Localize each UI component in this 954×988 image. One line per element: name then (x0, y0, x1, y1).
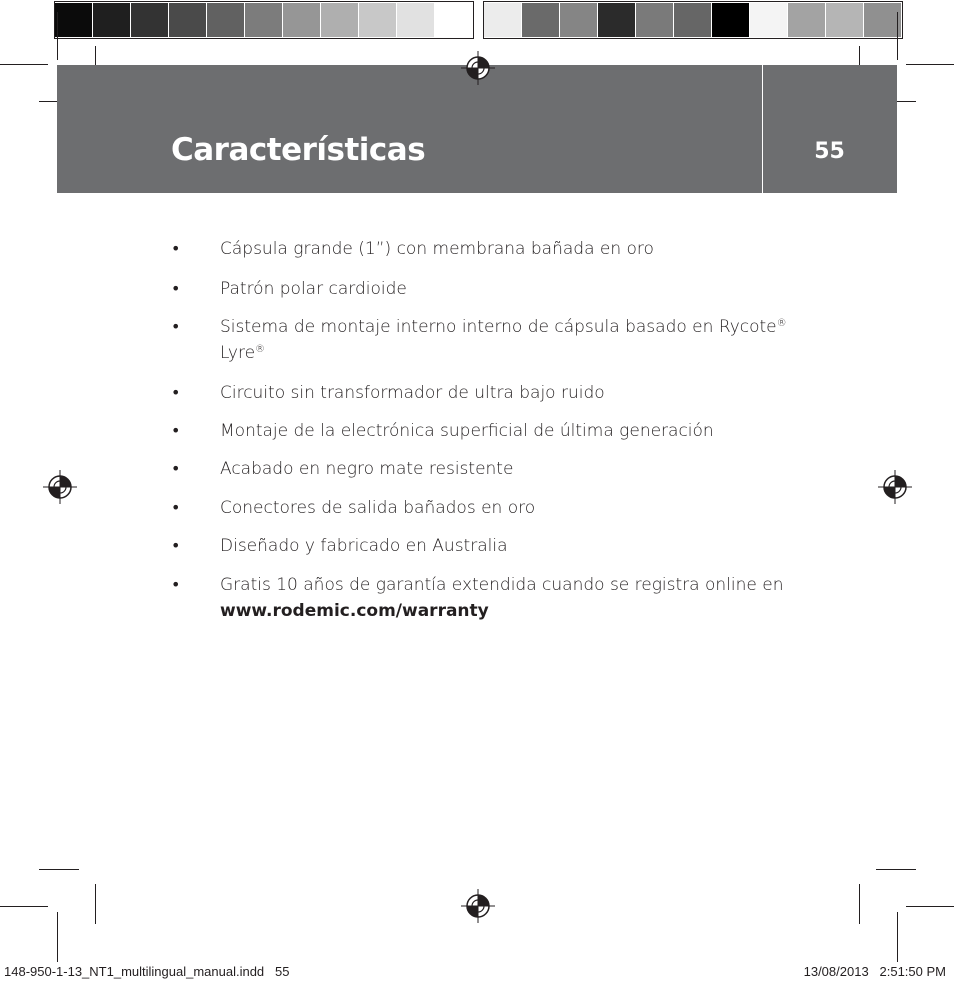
crop-mark (859, 884, 860, 924)
warranty-url[interactable]: www.rodemic.com/warranty (220, 601, 489, 621)
bullet: • (171, 575, 181, 594)
feature-text: Acabado en negro mate resistente (220, 459, 514, 479)
registration-mark-icon (877, 469, 913, 505)
bullet: • (171, 498, 181, 517)
feature-text: Circuito sin transformador de ultra bajo ruido (220, 383, 605, 403)
color-swatch (788, 3, 825, 37)
color-swatch (245, 3, 282, 37)
color-swatch (131, 3, 168, 37)
feature-text-part: Gratis 10 años de garantía extendida cuando se registra online en (220, 575, 784, 595)
registration-mark-icon (460, 50, 496, 86)
bullet: • (171, 317, 181, 336)
bullet: • (171, 536, 181, 555)
bullet: • (171, 239, 181, 258)
color-swatch (864, 3, 901, 37)
footer-filename: 148-950-1-13_NT1_multilingual_manual.indd 55 (4, 964, 290, 979)
color-swatch (435, 3, 472, 37)
page-title: Características (171, 132, 426, 168)
feature-text (220, 572, 820, 624)
color-swatch (674, 3, 711, 37)
color-swatch (283, 3, 320, 37)
color-swatch (397, 3, 434, 37)
feature-text-part: Sistema de montaje interno interno de cápsula basado en Rycote (220, 317, 777, 337)
bullet: • (171, 279, 181, 298)
color-swatch (359, 3, 396, 37)
bullet: • (171, 459, 181, 478)
crop-mark (57, 12, 58, 60)
crop-mark (897, 12, 898, 60)
page-number: 55 (814, 139, 845, 164)
crop-mark (57, 912, 58, 962)
color-swatch (207, 3, 244, 37)
registered-mark: ® (255, 344, 266, 355)
color-swatch (712, 3, 749, 37)
color-swatch (750, 3, 787, 37)
color-swatch (826, 3, 863, 37)
color-swatch (484, 3, 521, 37)
color-swatch (55, 3, 92, 37)
feature-text (220, 314, 820, 366)
feature-text: Cápsula grande (1”) con membrana bañada en oro (220, 239, 654, 259)
crop-mark (39, 869, 79, 870)
feature-text-part: Lyre (220, 343, 256, 363)
registered-mark: ® (776, 318, 787, 329)
crop-mark (95, 884, 96, 924)
header-divider (762, 65, 763, 193)
color-swatch (321, 3, 358, 37)
crop-mark (906, 906, 954, 907)
registration-mark-icon (460, 888, 496, 924)
footer-timestamp: 13/08/2013 2:51:50 PM (803, 964, 946, 979)
bullet: • (171, 421, 181, 440)
crop-mark (876, 869, 916, 870)
color-swatch (522, 3, 559, 37)
color-swatch (560, 3, 597, 37)
feature-text: Patrón polar cardioide (220, 279, 407, 299)
feature-text: Conectores de salida bañados en oro (220, 498, 536, 518)
color-swatch (598, 3, 635, 37)
color-swatch (636, 3, 673, 37)
crop-mark (906, 64, 954, 65)
bullet: • (171, 383, 181, 402)
crop-mark (0, 906, 48, 907)
registration-mark-icon (42, 469, 78, 505)
feature-text: Diseñado y fabricado en Australia (220, 536, 508, 556)
crop-mark (897, 912, 898, 962)
crop-mark (0, 64, 48, 65)
color-swatch (93, 3, 130, 37)
color-swatch (169, 3, 206, 37)
feature-text: Montaje de la electrónica superficial de última generación (220, 421, 714, 441)
